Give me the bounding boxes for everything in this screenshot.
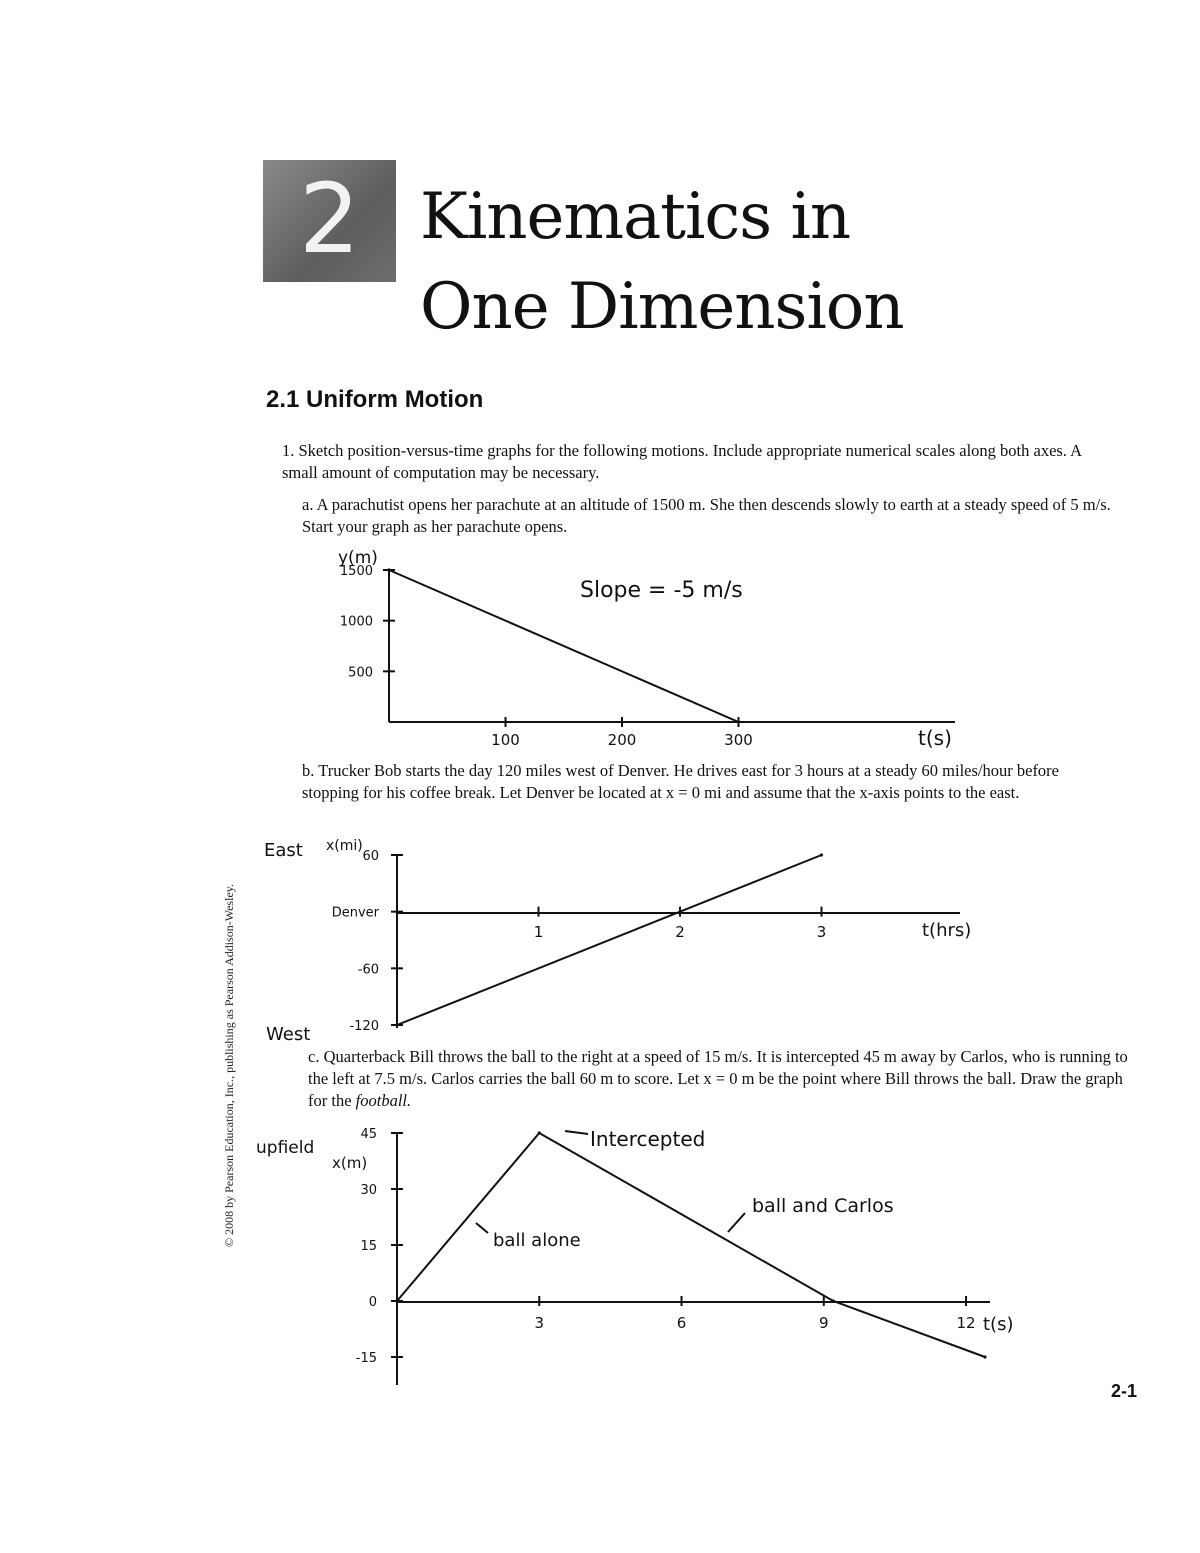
- chart-c-intercepted-label: Intercepted: [590, 1127, 706, 1151]
- chart-b-data-point: [395, 1023, 398, 1026]
- chart-b-x-tick-label: 3: [816, 923, 827, 941]
- chart-a-data-point: [387, 568, 390, 571]
- chart-a-y-tick-label: 500: [348, 665, 373, 681]
- chart-c-ball-carlos-arrow: [728, 1213, 745, 1232]
- chart-b-data-point: [820, 853, 823, 856]
- chart-a-y-tick-label: 1000: [339, 614, 373, 630]
- page-number: 2-1: [1111, 1381, 1138, 1401]
- chart-c-y-tick-label: 45: [360, 1127, 377, 1142]
- chapter-title-line2: One Dimension: [420, 270, 904, 344]
- chart-a-x-tick-label: 100: [491, 731, 520, 749]
- chart-c-ball-alone-label: ball alone: [493, 1230, 581, 1251]
- problem-part-c-text: c. Quarterback Bill throws the ball to the right at a speed of 15 m/s. It is intercepted 45 m away by Carlos, who is running to the left at 7.5 m/s. Carlos carries the ball 60 m to score. Let x = 0 m be the point where Bill throws the ball. Draw the graph for the: [308, 1047, 1128, 1110]
- chart-c-data-point: [983, 1355, 986, 1358]
- chart-b-x-tick-label: 2: [675, 923, 685, 941]
- chart-c-ball-carlos-label: ball and Carlos: [752, 1195, 894, 1217]
- chart-c-x-tick-label: 12: [956, 1314, 976, 1332]
- chart-c-data-point: [395, 1299, 398, 1302]
- chart-a-x-tick-label: 200: [607, 731, 637, 749]
- problem-part-b: b. Trucker Bob starts the day 120 miles west of Denver. He drives east for 3 hours at a steady 60 miles/hour before stopping for his coffee break. Let Denver be located at x = 0 mi and assume that the x-axis points to the east.: [302, 761, 1060, 802]
- chart-c-y-tick-label: 30: [360, 1183, 377, 1198]
- chart-b-y-tick-label: -60: [357, 962, 379, 978]
- problem-part-a: a. A parachutist opens her parachute at an altitude of 1500 m. She then descends slowly to earth at a steady speed of 5 m/s. Start your graph as her parachute opens.: [302, 495, 1111, 536]
- chart-a-y-tick-label: 1500: [339, 564, 373, 579]
- chart-c-data-point: [538, 1131, 541, 1134]
- chart-b-x-label: t(hrs): [922, 920, 972, 941]
- chart-c-y-tick-label: 0: [368, 1295, 377, 1310]
- chart-c-series-line: [397, 1133, 985, 1357]
- chart-c-ball-alone-arrow: [476, 1223, 488, 1233]
- chapter-number: 2: [298, 163, 361, 275]
- chart-b: [264, 838, 971, 1045]
- chart-b-west-label: West: [266, 1024, 311, 1045]
- chart-a-data-point: [737, 720, 740, 723]
- chart-a-annotation: Slope = -5 m/s: [580, 578, 743, 603]
- chart-b-y-tick-label: 60: [362, 849, 379, 864]
- chart-c-x-tick-label: 9: [819, 1314, 829, 1332]
- chart-a-x-label: t(s): [918, 726, 952, 750]
- chart-b-x-tick-label: 1: [533, 923, 544, 941]
- chart-c-y-tick-label: -15: [355, 1351, 377, 1366]
- problem-part-c-emphasis: football.: [355, 1091, 412, 1110]
- chart-c-x-label: t(s): [983, 1314, 1014, 1335]
- problem-intro: 1. Sketch position-versus-time graphs for the following motions. Include appropriate numerical scales along both axes. A small amount of computation may be necessary.: [282, 441, 1082, 482]
- chart-a-x-tick-label: 300: [724, 731, 753, 749]
- chapter-title-line1: Kinematics in: [420, 180, 851, 254]
- chart-b-series-line: [397, 855, 822, 1025]
- chart-b-y-tick-label: Denver: [331, 905, 379, 921]
- chart-c-x-tick-label: 3: [534, 1314, 545, 1332]
- chart-c-y-tick-label: 15: [360, 1239, 377, 1254]
- chart-c: [256, 1127, 1013, 1385]
- chart-c-intercept-arrow: [565, 1131, 588, 1134]
- chart-a: [338, 548, 955, 750]
- chart-c-y-label: x(m): [332, 1154, 368, 1172]
- chart-c-x-tick-label: 6: [676, 1314, 687, 1332]
- chart-a-y-label: y(m): [338, 548, 378, 568]
- chart-c-upfield-label: upfield: [256, 1138, 315, 1158]
- chart-b-y-tick-label: -120: [349, 1019, 379, 1034]
- chart-b-east-label: East: [264, 840, 303, 861]
- copyright-notice: © 2008 by Pearson Education, Inc., publishing as Pearson Addison-Wesley.: [222, 884, 236, 1247]
- chart-b-y-label: x(mi): [326, 838, 363, 854]
- chart-c-data-point: [832, 1299, 835, 1302]
- section-title: 2.1 Uniform Motion: [266, 386, 484, 413]
